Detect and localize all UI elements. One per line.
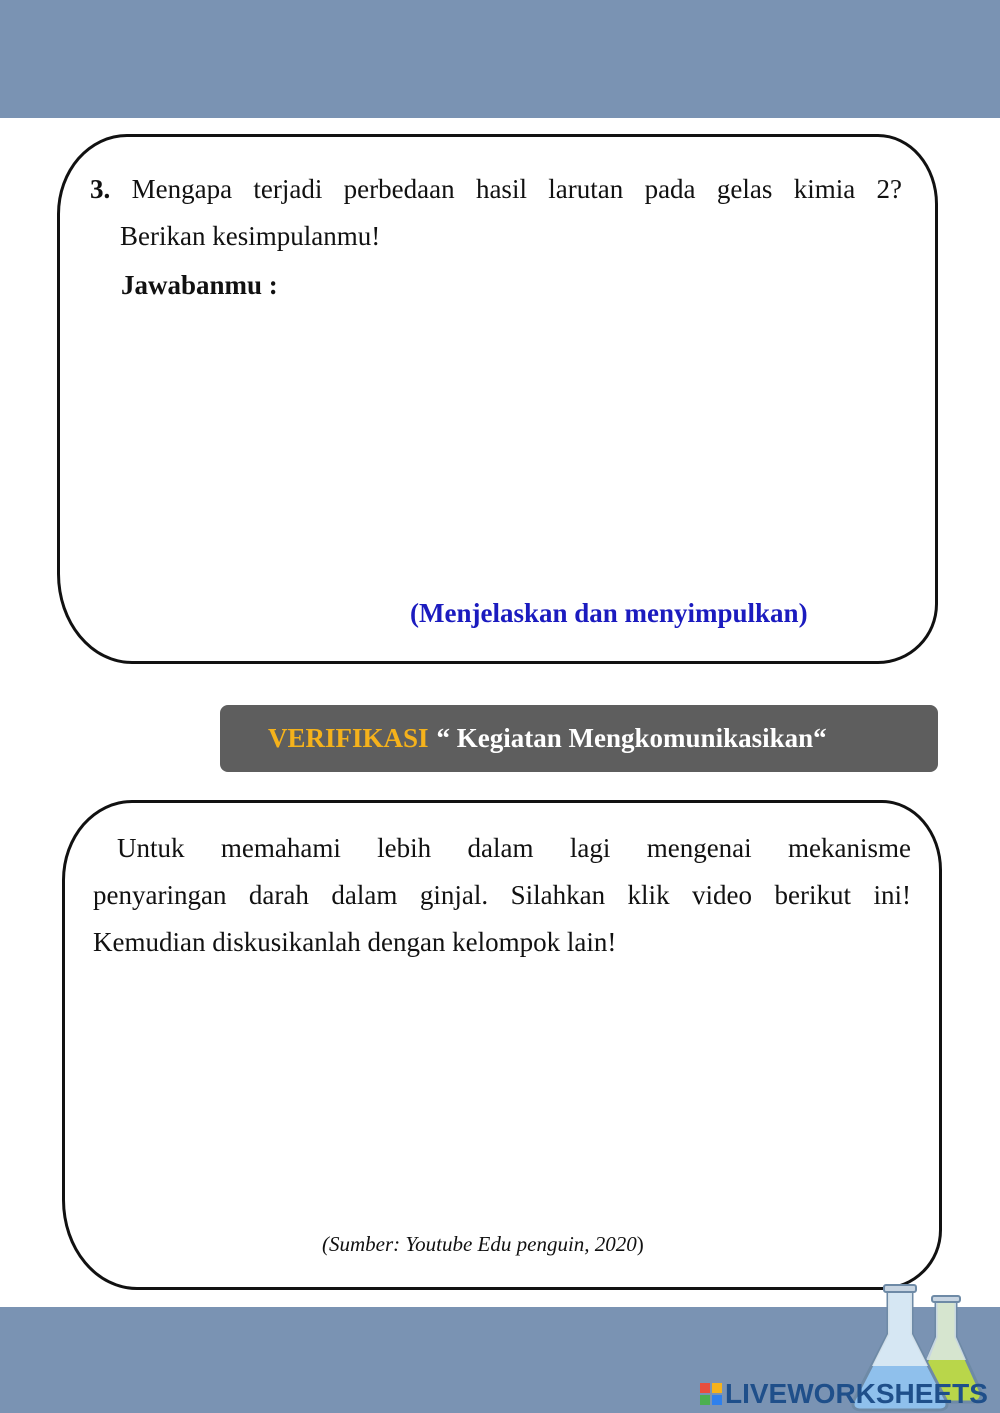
question-text xyxy=(90,166,902,260)
banner-accent: VERIFIKASI xyxy=(268,723,429,753)
instruction-paragraph xyxy=(93,825,911,966)
instruction-line-3: Kemudian diskusikanlah dengan kelompok lain! xyxy=(93,927,617,957)
liveworksheets-logo-icon xyxy=(700,1383,722,1405)
top-header-band xyxy=(0,0,1000,118)
banner-text: “ Kegiatan Mengkomunikasikan“ xyxy=(436,723,827,753)
answer-label: Jawabanmu : xyxy=(121,270,278,300)
source-text: (Sumber: Youtube Edu penguin, 2020 xyxy=(322,1232,637,1256)
question-line-2: Berikan kesimpulanmu! xyxy=(120,221,381,251)
watermark-text: LIVEWORKSHEETS xyxy=(725,1378,988,1409)
verification-banner xyxy=(220,705,938,772)
source-citation xyxy=(322,1232,644,1257)
instruction-line-2: penyaringan darah dalam ginjal. Silahkan klik video berikut ini! xyxy=(93,880,911,910)
question-line-1-text: Mengapa terjadi perbedaan hasil larutan pada gelas kimia 2? xyxy=(131,174,902,204)
question-line-1 xyxy=(90,166,902,213)
question-number: 3. xyxy=(90,174,111,204)
instruction-line-1: Untuk memahami lebih dalam lagi mengenai mekanisme xyxy=(117,833,911,863)
watermark xyxy=(700,1378,988,1410)
source-close: ) xyxy=(636,1232,644,1256)
skill-note: (Menjelaskan dan menyimpulkan) xyxy=(410,598,808,628)
